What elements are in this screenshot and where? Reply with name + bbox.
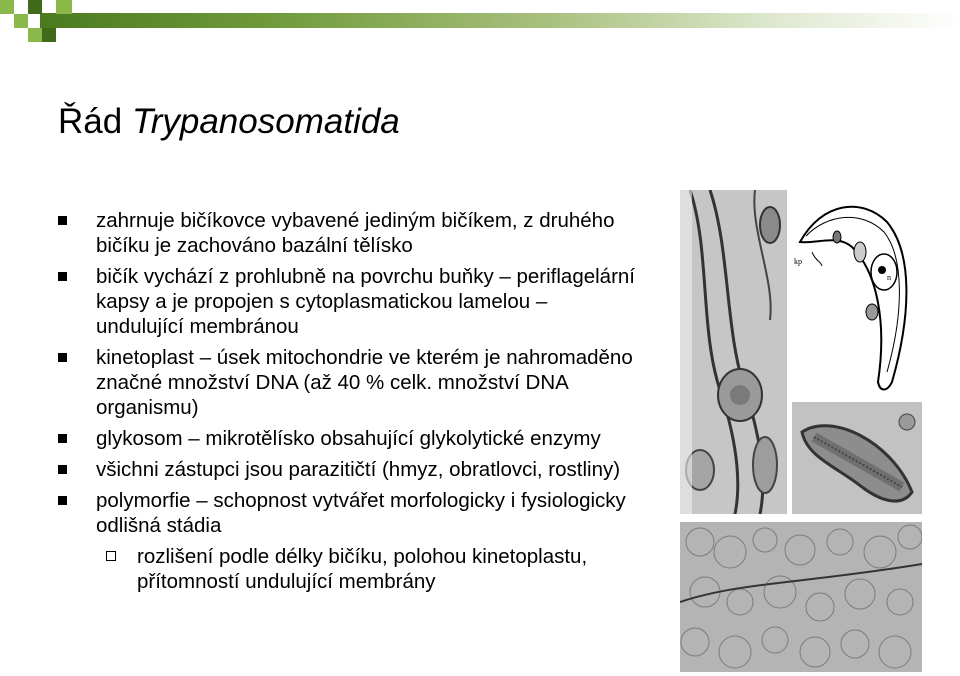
square-bullet-icon [58,272,67,281]
bullet-item [58,208,638,258]
decor-square [56,0,72,14]
header-gradient-bar [40,13,960,28]
square-bullet-icon [58,216,67,225]
decor-square [42,28,56,42]
decor-square [0,0,14,14]
sub-bullet-item [58,544,638,594]
title-taxon: Trypanosomatida [131,102,400,141]
bullet-text: bičík vychází z prohlubně na povrchu buňky – periflagelární kapsy a je propojen s cytoplasmatickou lamelou – undulující membránou [96,265,636,338]
decor-square [28,0,42,14]
bullet-text: polymorfie – schopnost vytvářet morfologicky i fysiologicky odlišná stádia [96,489,626,537]
bullet-list [58,208,638,594]
bullet-item [58,345,638,420]
square-bullet-icon [58,434,67,443]
square-bullet-icon [58,465,67,474]
square-bullet-icon [58,496,67,505]
bullet-text: zahrnuje bičíkovce vybavené jediným bičíkem, z druhého bičíku je zachováno bazální tělísko [96,209,615,257]
label-kp: kp [794,257,802,266]
bullet-text: kinetoplast – úsek mitochondrie ve kterém je nahromaděno značné množství DNA (až 40 % celk. množství DNA organismu) [96,346,633,419]
title-prefix: Řád [58,102,132,141]
bullet-item [58,426,638,451]
header-decoration [0,0,960,46]
sub-bullet-text: rozlišení podle délky bičíku, polohou kinetoplastu, přítomností undulující membrány [137,545,588,593]
micrograph-kinetoplast [792,402,922,514]
label-n: n [887,273,891,282]
micrograph-longitudinal-section [680,190,787,514]
square-bullet-icon [58,353,67,362]
decor-square [28,28,42,42]
bullet-item [58,457,638,482]
trypanosome-diagram [792,192,918,397]
decor-square [14,14,28,28]
bullet-text: všichni zástupci jsou parazitičtí (hmyz, obratlovci, rostliny) [96,458,621,481]
bullet-item [58,488,638,538]
bullet-text: glykosom – mikrotělísko obsahující glykolytické enzymy [96,427,601,450]
hollow-square-bullet-icon [106,551,116,561]
bullet-item [58,264,638,339]
slide-title [58,100,400,144]
micrograph-kdna-network [680,522,922,672]
